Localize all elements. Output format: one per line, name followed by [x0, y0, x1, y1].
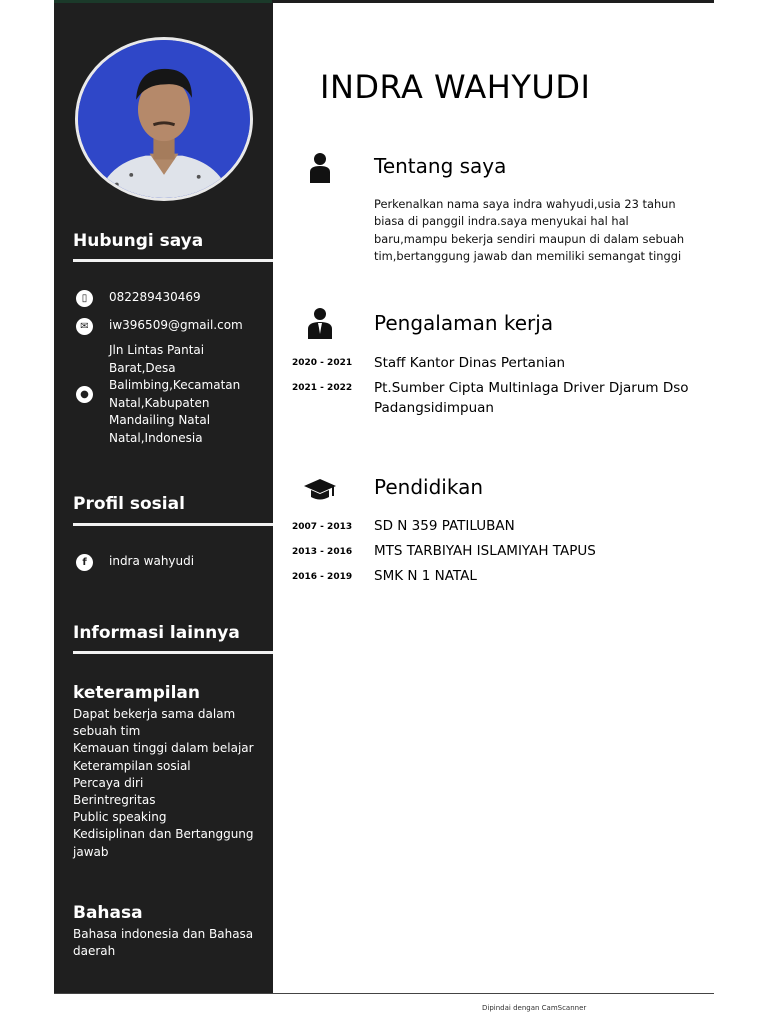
skill-item: Kemauan tinggi dalam belajar [73, 741, 254, 756]
info-divider [73, 651, 273, 654]
about-text: Perkenalkan nama saya indra wahyudi,usia 23 tahun biasa di panggil indra.saya menyukai hal hal baru,mampu bekerja sendiri maupun di dalam sebuah tim,bertanggung jawab dan memiliki semangat tinggi [374, 197, 685, 263]
skill-item: Keterampilan sosial [73, 758, 191, 773]
person-name: INDRA WAHYUDI [320, 68, 591, 106]
bottom-border [54, 993, 714, 994]
phone-icon: ▯ [76, 290, 93, 307]
phone-number: 082289430469 [109, 290, 201, 304]
email-address: iw396509@gmail.com [109, 318, 243, 332]
skill-item: Percaya diri [73, 775, 144, 790]
education-years: 2016 - 2019 [292, 572, 353, 582]
education-entry: SD N 359 PATILUBAN [374, 518, 515, 534]
experience-years: 2020 - 2021 [292, 358, 353, 368]
experience-title: Pengalaman kerja [374, 311, 554, 335]
experience-entry: Staff Kantor Dinas Pertanian [374, 355, 566, 371]
address: Jln Lintas Pantai Barat,Desa Balimbing,Kecamatan Natal,Kabupaten Mandailing Natal Natal,Indonesia [109, 343, 241, 445]
education-years: 2007 - 2013 [292, 522, 353, 532]
graduation-cap-icon [302, 472, 338, 506]
language-heading: Bahasa [73, 903, 143, 923]
skill-item: Dapat bekerja sama dalam sebuah tim [73, 707, 236, 739]
experience-years: 2021 - 2022 [292, 383, 353, 393]
location-icon: ● [76, 386, 93, 403]
social-heading: Profil sosial [73, 494, 185, 514]
education-years: 2013 - 2016 [292, 547, 353, 557]
sidebar [54, 3, 273, 993]
about-title: Tentang saya [374, 154, 507, 178]
skill-item: Berintregritas [73, 793, 156, 808]
experience-entry: Pt.Sumber Cipta Multinlaga Driver Djarum Dso Padangsidimpuan [374, 380, 689, 416]
skill-item: Kedisiplinan dan Bertanggung jawab [73, 827, 254, 859]
skills-heading: keterampilan [73, 683, 201, 703]
education-entry: MTS TARBIYAH ISLAMIYAH TAPUS [374, 543, 596, 559]
profile-photo-image [78, 40, 250, 198]
social-divider [73, 523, 273, 526]
skills-list [73, 706, 263, 861]
facebook-icon: f [76, 554, 93, 571]
scanner-watermark: Dipindai dengan CamScanner [482, 1004, 587, 1012]
facebook-name: indra wahyudi [109, 554, 195, 568]
education-title: Pendidikan [374, 475, 483, 499]
language-text: Bahasa indonesia dan Bahasa daerah [73, 927, 254, 959]
businessman-icon [304, 306, 336, 340]
education-entry: SMK N 1 NATAL [374, 568, 477, 584]
skill-item: Public speaking [73, 810, 167, 825]
email-icon: ✉ [76, 318, 93, 335]
contact-heading: Hubungi saya [73, 231, 204, 251]
person-icon [304, 150, 336, 184]
profile-photo [75, 37, 253, 201]
info-heading: Informasi lainnya [73, 623, 240, 643]
contact-divider [73, 259, 273, 262]
